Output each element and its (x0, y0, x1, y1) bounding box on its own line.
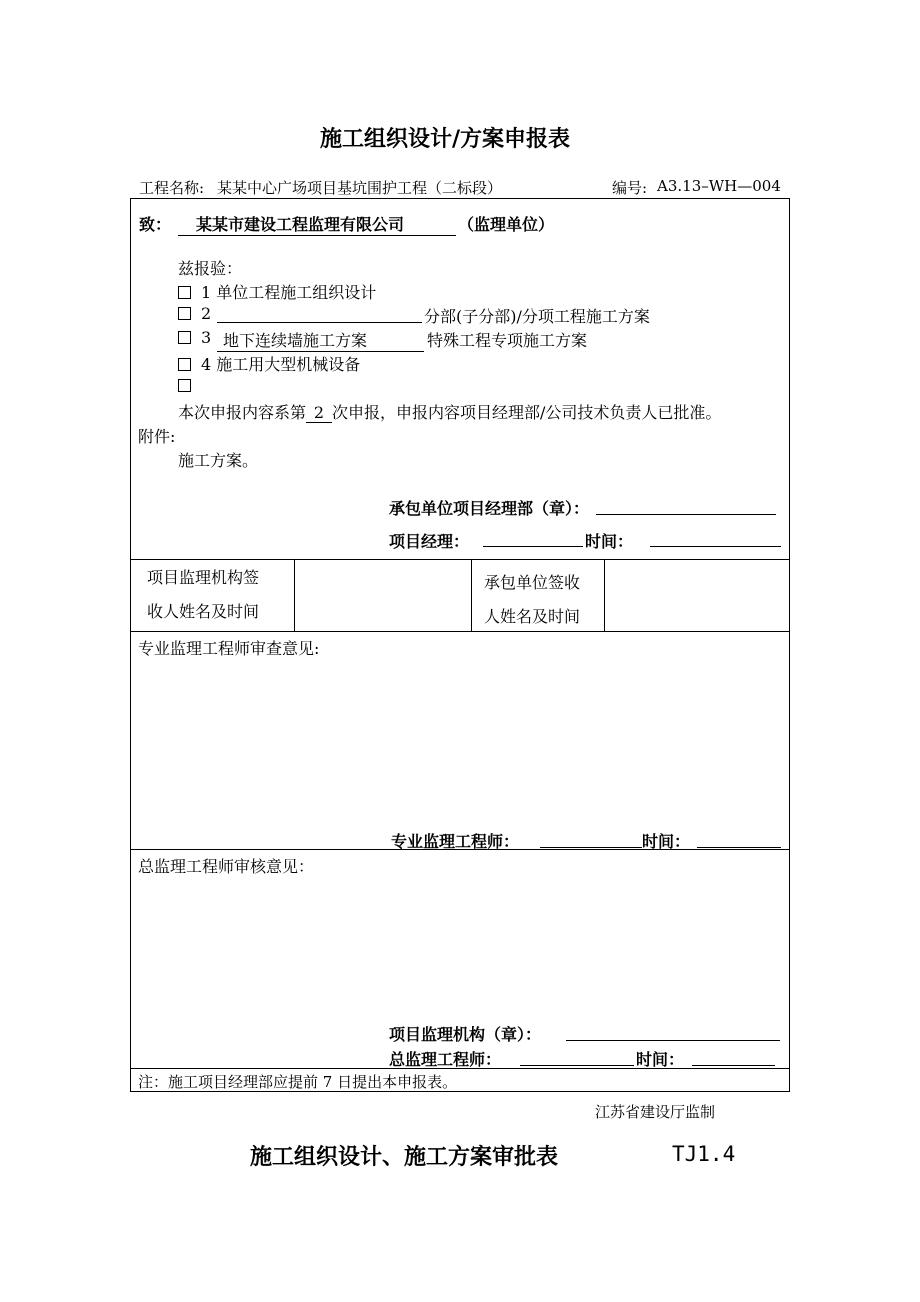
pm-time-label: 时间： (585, 532, 634, 551)
checkbox[interactable] (178, 379, 191, 392)
number-label: 编号: (612, 179, 648, 197)
supervision-company: 某某市建设工程监理有限公司 (178, 212, 456, 236)
supervision-unit-suffix: （监理单位） (458, 215, 555, 234)
checkbox[interactable] (178, 358, 191, 371)
checkbox[interactable] (178, 286, 191, 299)
engineer-label: 专业监理工程师： (391, 832, 520, 851)
chief-engineer-blank (520, 1065, 634, 1066)
item-1: 1 单位工程施工组织设计 (178, 280, 376, 303)
contractor-dept-label: 承包单位项目经理部（章）： (389, 499, 590, 518)
chief-engineer-label: 总监理工程师： (389, 1050, 502, 1069)
declaration: 本次申报内容系第 2 次申报，申报内容项目经理部/公司技术负责人已批准。 (178, 403, 722, 422)
chief-opinion-label: 总监理工程师审核意见： (138, 857, 315, 876)
contractor-dept-blank (596, 514, 776, 515)
item-2-blank (217, 322, 422, 323)
project-label: 工程名称: (139, 179, 205, 197)
project-manager-blank (483, 546, 583, 547)
checkbox[interactable] (178, 331, 191, 344)
attachment-label: 附件: (138, 427, 176, 446)
item-3-fill: 地下连续墙施工方案 (217, 328, 424, 352)
supervision-org-blank (566, 1040, 780, 1041)
pm-time-blank (650, 546, 781, 547)
item-5 (178, 376, 201, 395)
to-label: 致： (139, 215, 172, 234)
intro-text: 兹报验： (178, 259, 243, 278)
attachment-value: 施工方案。 (178, 451, 259, 470)
engineer-time-label: 时间： (642, 832, 691, 851)
item-4: 4 施工用大型机械设备 (178, 352, 360, 375)
issuer: 江苏省建设厅监制 (595, 1103, 716, 1121)
item-2-text: 分部(子分部)/分项工程施工方案 (424, 307, 650, 326)
engineer-time-blank (697, 847, 781, 848)
submission-count: 2 (306, 403, 332, 423)
engineer-blank (540, 847, 642, 848)
contractor-sign-label-2: 人姓名及时间 (484, 607, 581, 626)
item-2: 2 (178, 304, 211, 323)
next-form-title: 施工组织设计、施工方案审批表 (250, 1145, 559, 1170)
project-manager-label: 项目经理： (389, 532, 470, 551)
chief-time-label: 时间： (636, 1050, 685, 1069)
chief-time-blank (692, 1065, 775, 1066)
form-title: 施工组织设计/方案申报表 (320, 127, 571, 152)
supervision-sign-label-1: 项目监理机构签 (147, 568, 260, 587)
form-note: 注：施工项目经理部应提前 7 日提出本申报表。 (138, 1073, 458, 1091)
checkbox[interactable] (178, 307, 191, 320)
number-value: A3.13–WH—004 (657, 177, 781, 195)
project-name: 某某中心广场项目基坑围护工程（二标段） (217, 179, 503, 197)
supervision-org-label: 项目监理机构（章）： (389, 1025, 542, 1044)
item-3-text: 特殊工程专项施工方案 (427, 331, 588, 350)
contractor-sign-label-1: 承包单位签收 (484, 573, 581, 592)
supervision-sign-label-2: 收人姓名及时间 (147, 602, 260, 621)
item-3: 3 (178, 328, 211, 347)
engineer-opinion-label: 专业监理工程师审查意见: (138, 639, 320, 658)
next-form-code: TJ1.4 (672, 1142, 736, 1166)
